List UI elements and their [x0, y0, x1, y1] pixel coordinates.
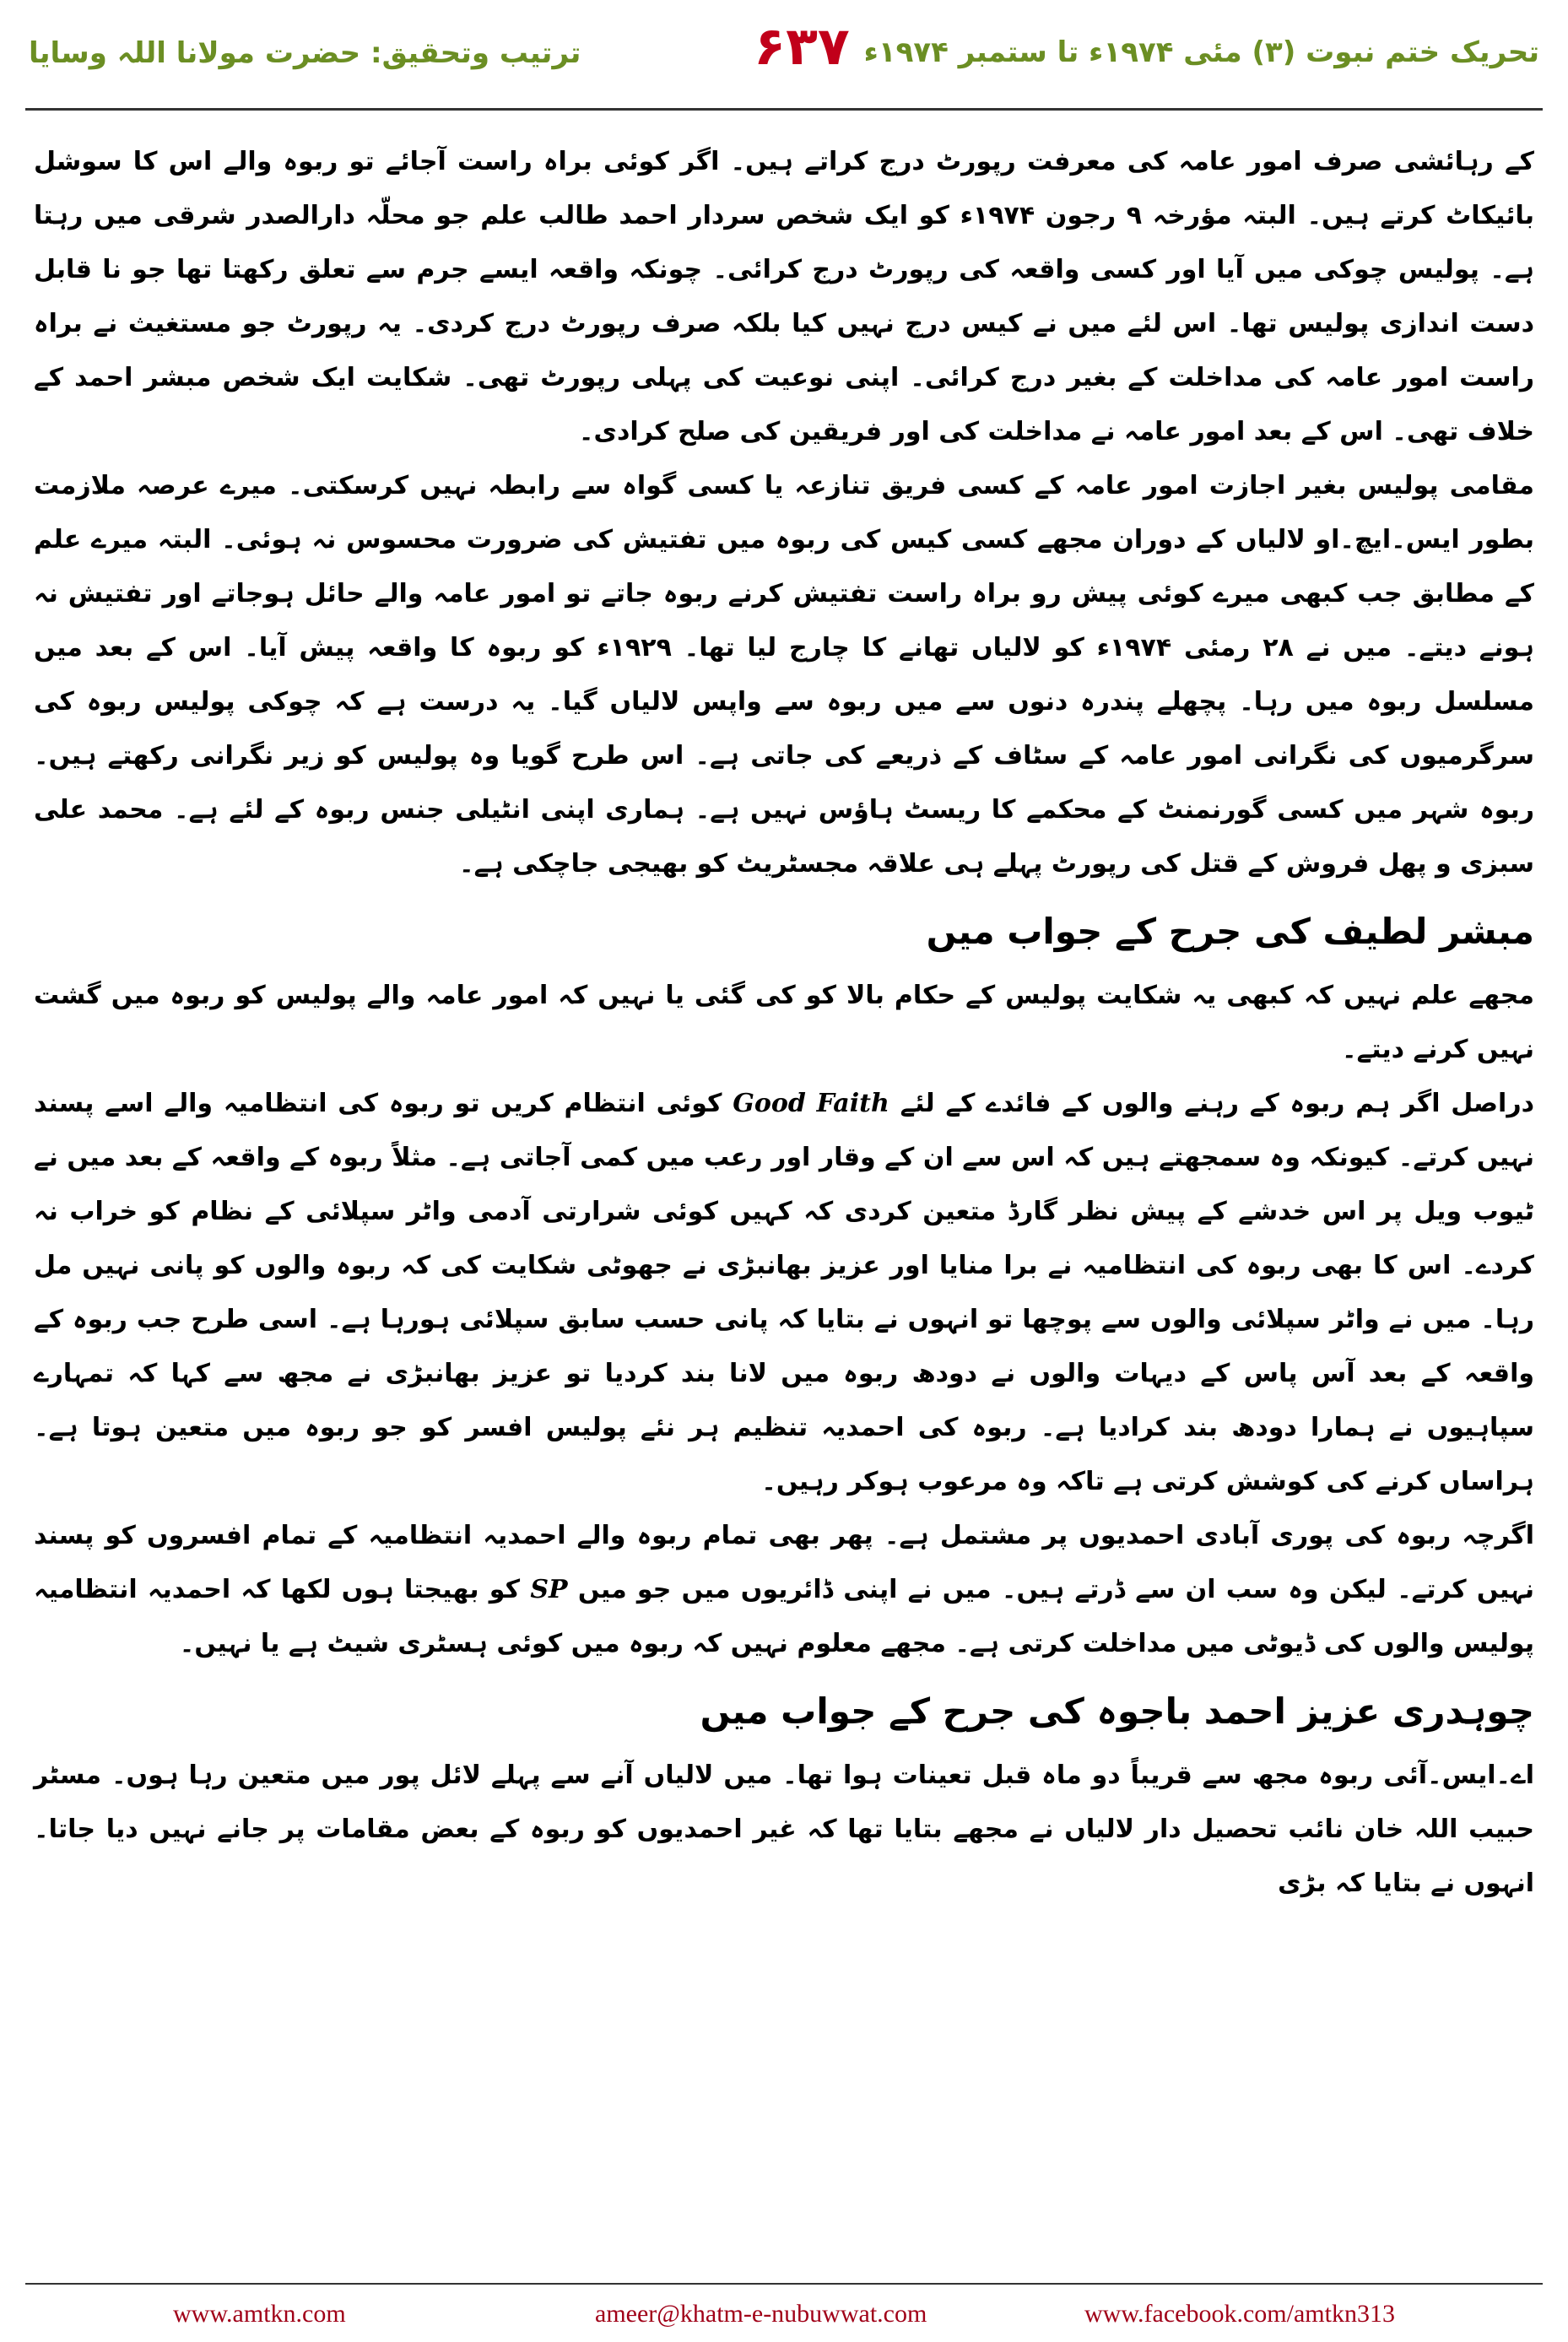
good-faith-term: Good Faith — [733, 1089, 889, 1118]
paragraph-4-part-a: دراصل اگر ہم ربوہ کے رہنے والوں کے فائدے کے لئے — [900, 1089, 1534, 1118]
page-body — [34, 135, 1534, 1911]
header-book-title: تحریک ختم نبوت (۳) مئی ۱۹۷۴ء تا ستمبر ۱۹۷۴ء — [863, 35, 1539, 69]
paragraph-5-part-b: کو بھیجتا ہوں لکھا کہ احمدیہ انتظامیہ پولیس والوں کی ڈیوٹی میں مداخلت کرتی ہے۔ مجھے معلوم نہیں کہ ربوہ میں کوئی ہسٹری شیٹ ہے یا نہیں۔ — [34, 1575, 1534, 1658]
paragraph-1: کے رہائشی صرف امور عامہ کی معرفت رپورٹ درج کراتے ہیں۔ اگر کوئی براہ راست آجائے تو ربوہ والے اس کا سوشل بائیکاٹ کرتے ہیں۔ البتہ مؤرخہ ۹ رجون ۱۹۷۴ء کو ایک شخص سردار احمد طالب علم جو محلّہ دارالصدر شرقی میں رہتا ہے۔ پولیس چوکی میں آیا اور کسی واقعہ کی رپورٹ درج کرائی۔ چونکہ واقعہ ایسے جرم سے تعلق رکھتا تھا جو نا قابل دست اندازی پولیس تھا۔ اس لئے میں نے کیس درج نہیں کیا بلکہ صرف رپورٹ درج کردی۔ یہ رپورٹ جو مستغیث نے براہ راست امور عامہ کی مداخلت کے بغیر درج کرائی۔ اپنی نوعیت کی پہلی رپورٹ تھی۔ شکایت ایک شخص مبشر احمد کے خلاف تھی۔ اس کے بعد امور عامہ نے مداخلت کی اور فریقین کی صلح کرادی۔ — [34, 147, 1534, 446]
paragraph-4-part-b: کوئی انتظام کریں تو ربوہ کی انتظامیہ والے اسے پسند نہیں کرتے۔ کیونکہ وہ سمجھتے ہیں کہ اس سے ان کے وقار اور رعب میں کمی آجاتی ہے۔ مثلاً ربوہ کے واقعہ کے بعد میں نے ٹیوب ویل پر اس خدشے کے پیش نظر گارڈ متعین کردی کہ کہیں کوئی شرارتی آدمی واٹر سپلائی کے نظام کو خراب نہ کردے۔ اس کا بھی ربوہ کی انتظامیہ نے برا منایا اور عزیز بھانبڑی نے جھوٹی شکایت کی کہ ربوہ والوں کو پانی نہیں مل رہا۔ میں نے واٹر سپلائی والوں سے پوچھا تو انہوں نے بتایا کہ پانی حسب سابق سپلائی ہورہا ہے۔ اسی طرح جب ربوہ کے واقعہ کے بعد آس پاس کے دیہات والوں نے دودھ ربوہ میں لانا بند کردیا تو عزیز بھانبڑی نے مجھ سے کہا کہ تمہارے سپاہیوں نے ہمارا دودھ بند کرادیا ہے۔ ربوہ کی احمدیہ تنظیم ہر نئے پولیس افسر کو جو ربوہ میں متعین ہوتا ہے۔ ہراساں کرنے کی کوشش کرتی ہے تاکہ وہ مرعوب ہوکر رہیں۔ — [34, 1089, 1535, 1496]
page-footer — [0, 2283, 1568, 2342]
paragraph-2: مقامی پولیس بغیر اجازت امور عامہ کے کسی فریق تنازعہ یا کسی گواہ سے رابطہ نہیں کرسکتی۔ میرے عرصہ ملازمت بطور ایس۔ایچ۔او لالیاں کے دوران مجھے کسی کیس کی ربوہ میں تفتیش کی ضرورت محسوس نہ ہوئی۔ البتہ میرے علم کے مطابق جب کبھی میرے کوئی پیش رو براہ راست تفتیش کرنے ربوہ جاتے تو امور عامہ والے حائل ہوجاتے اور تفتیش نہ ہونے دیتے۔ میں نے ۲۸ رمئی ۱۹۷۴ء کو لالیاں تھانے کا چارج لیا تھا۔ ۱۹۲۹ء کو ربوہ کا واقعہ پیش آیا۔ اس کے بعد میں مسلسل ربوہ میں رہا۔ پچھلے پندرہ دنوں سے میں ربوہ سے واپس لالیاں گیا۔ یہ درست ہے کہ چوکی پولیس ربوہ کی سرگرمیوں کی نگرانی امور عامہ کے سٹاف کے ذریعے کی جاتی ہے۔ اس طرح گویا وہ پولیس کو زیر نگرانی رکھتے ہیں۔ ربوہ شہر میں کسی گورنمنٹ کے محکمے کا ریسٹ ہاؤس نہیں ہے۔ ہماری اپنی انٹیلی جنس ربوہ کے لئے ہے۔ محمد علی سبزی و پھل فروش کے قتل کی رپورٹ پہلے ہی علاقہ مجسٹریٹ کو بھیجی جاچکی ہے۔ — [34, 471, 1534, 879]
page-number: ۶۳۷ — [754, 15, 850, 77]
header-divider — [25, 108, 1543, 111]
paragraph-5 — [34, 1509, 1534, 1671]
paragraph-4 — [34, 1077, 1534, 1509]
paragraph-3: مجھے علم نہیں کہ کبھی یہ شکایت پولیس کے حکام بالا کو کی گئی یا نہیں کہ امور عامہ والے پولیس کو ربوہ میں گشت نہیں کرنے دیتے۔ — [34, 981, 1534, 1064]
section-heading-aziz-ahmad-bajwa: چوہدری عزیز احمد باجوہ کی جرح کے جواب میں — [700, 1690, 1534, 1732]
page-header — [0, 0, 1568, 118]
section-heading-mubashir-latif: مبشر لطیف کی جرح کے جواب میں — [926, 911, 1534, 952]
footer-divider — [25, 2283, 1543, 2285]
paragraph-5-part-a: اگرچہ ربوہ کی پوری آبادی احمدیوں پر مشتمل ہے۔ پھر بھی تمام ربوہ والے احمدیہ انتظامیہ کے تمام افسروں کو پسند نہیں کرتے۔ لیکن وہ سب ان سے ڈرتے ہیں۔ میں نے اپنی ڈائریوں میں جو میں — [34, 1521, 1534, 1604]
footer-email-link[interactable]: ameer@khatm-e-nubuwwat.com — [595, 2300, 927, 2328]
sp-term: SP — [530, 1575, 568, 1604]
footer-website-link[interactable]: www.amtkn.com — [173, 2300, 346, 2328]
paragraph-6: اے۔ایس۔آئی ربوہ مجھ سے قریباً دو ماہ قبل تعینات ہوا تھا۔ میں لالیاں آنے سے پہلے لائل پور میں متعین رہا ہوں۔ مسٹر حبیب اللہ خان نائب تحصیل دار لالیاں نے مجھے بتایا تھا کہ غیر احمدیوں کو ربوہ کے بعض مقامات پر جانے نہیں دیا جاتا۔ انہوں نے بتایا کہ بڑی — [34, 1761, 1534, 1898]
footer-facebook-link[interactable]: www.facebook.com/amtkn313 — [1084, 2300, 1395, 2328]
header-compiler-credit: ترتیب وتحقیق: حضرت مولانا اللہ وسایا — [29, 36, 581, 70]
